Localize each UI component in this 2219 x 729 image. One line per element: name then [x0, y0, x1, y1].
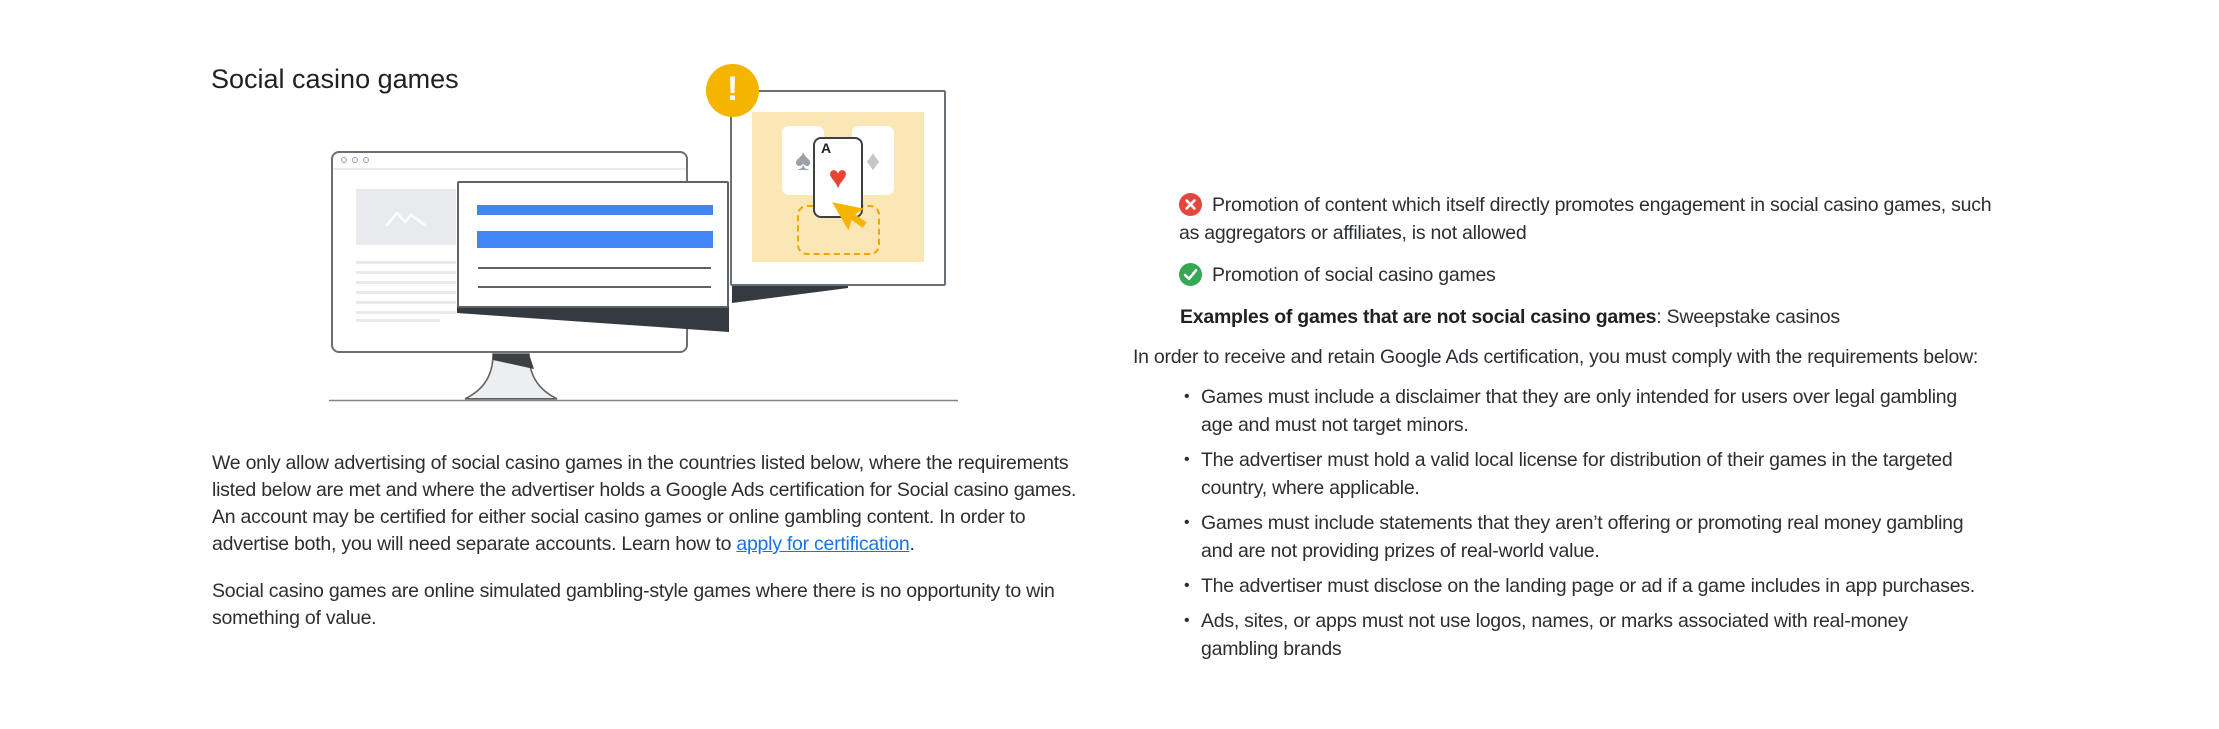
heart-icon: ♥	[828, 159, 848, 195]
policy-text: Promotion of content which itself directly promotes engagement in social casino games, such as aggregators or affiliates, is not allowed	[1179, 194, 1992, 244]
text-line-placeholder	[356, 291, 456, 294]
page-title: Social casino games	[211, 64, 459, 94]
browser-toolbar	[333, 153, 686, 170]
ad-document-illustration	[457, 181, 729, 308]
warning-icon	[706, 64, 759, 117]
requirement-item: • The advertiser must disclose on the landing page or ad if a game includes in app purchases.	[1201, 572, 1981, 600]
policy-details	[1133, 191, 2003, 670]
requirement-item: • Ads, sites, or apps must not use logos, names, or marks associated with real-money gambling brands	[1201, 607, 1981, 663]
mountain-icon	[384, 207, 428, 227]
text-line-placeholder	[356, 311, 456, 314]
intro-paragraph	[212, 450, 1097, 558]
policy-item-not-allowed	[1179, 191, 1993, 247]
monitor-stand	[465, 354, 557, 399]
ad-headline-bar	[477, 205, 713, 215]
monitor-stand-shadow	[493, 354, 534, 369]
apply-for-certification-link[interactable]: apply for certification	[736, 533, 910, 555]
ad-text-line	[478, 286, 711, 288]
browser-dot-icon	[352, 157, 358, 163]
requirements-list	[1133, 383, 2003, 663]
text-line-placeholder	[356, 319, 440, 322]
examples-label: Examples of games that are not social casino games	[1180, 306, 1657, 328]
definition-paragraph: Social casino games are online simulated gambling-style games where there is no opportunity to win something of value.	[212, 580, 1055, 629]
allowed-icon	[1179, 263, 1202, 286]
requirement-item: • Games must include statements that they aren’t offering or promoting real money gambling and are not providing prizes of real-world value.	[1201, 509, 1981, 565]
not-allowed-icon	[1179, 193, 1202, 216]
ad-headline-bar	[477, 231, 713, 248]
requirement-item: • Games must include a disclaimer that they are only intended for users over legal gambling age and must not target minors.	[1201, 383, 1981, 439]
intro-text-end: .	[909, 533, 915, 555]
card-game-panel-illustration	[730, 90, 946, 286]
card-rank-label: A	[821, 140, 832, 156]
text-line-placeholder	[356, 261, 456, 264]
spade-icon: ♠	[795, 143, 811, 177]
requirement-item: • The advertiser must hold a valid local license for distribution of their games in the targeted country, where applicable.	[1201, 446, 1981, 502]
image-placeholder	[356, 189, 456, 245]
text-line-placeholder	[356, 271, 456, 274]
text-line-placeholder	[356, 281, 456, 284]
text-line-placeholder	[356, 301, 456, 304]
requirements-intro: In order to receive and retain Google Ads certification, you must comply with the requirements below:	[1133, 346, 1979, 368]
diamond-icon: ♦	[865, 144, 881, 176]
ad-text-line	[478, 267, 711, 269]
examples-value: : Sweepstake casinos	[1656, 306, 1840, 328]
examples-line	[1180, 303, 2003, 331]
policy-item-allowed	[1179, 261, 1993, 289]
warning-glyph: !	[726, 70, 739, 108]
browser-dot-icon	[363, 157, 369, 163]
panel-shadow	[732, 284, 848, 303]
intro-text: We only allow advertising of social casino games in the countries listed below, where the requirements listed below are met and where the advertiser holds a Google Ads certification for Social casino games. An account may be certified for either social casino games or online gambling content. In order to advertise both, you will need separate accounts. Learn how to	[212, 452, 1077, 555]
browser-dot-icon	[341, 157, 347, 163]
policy-text: Promotion of social casino games	[1212, 264, 1496, 286]
